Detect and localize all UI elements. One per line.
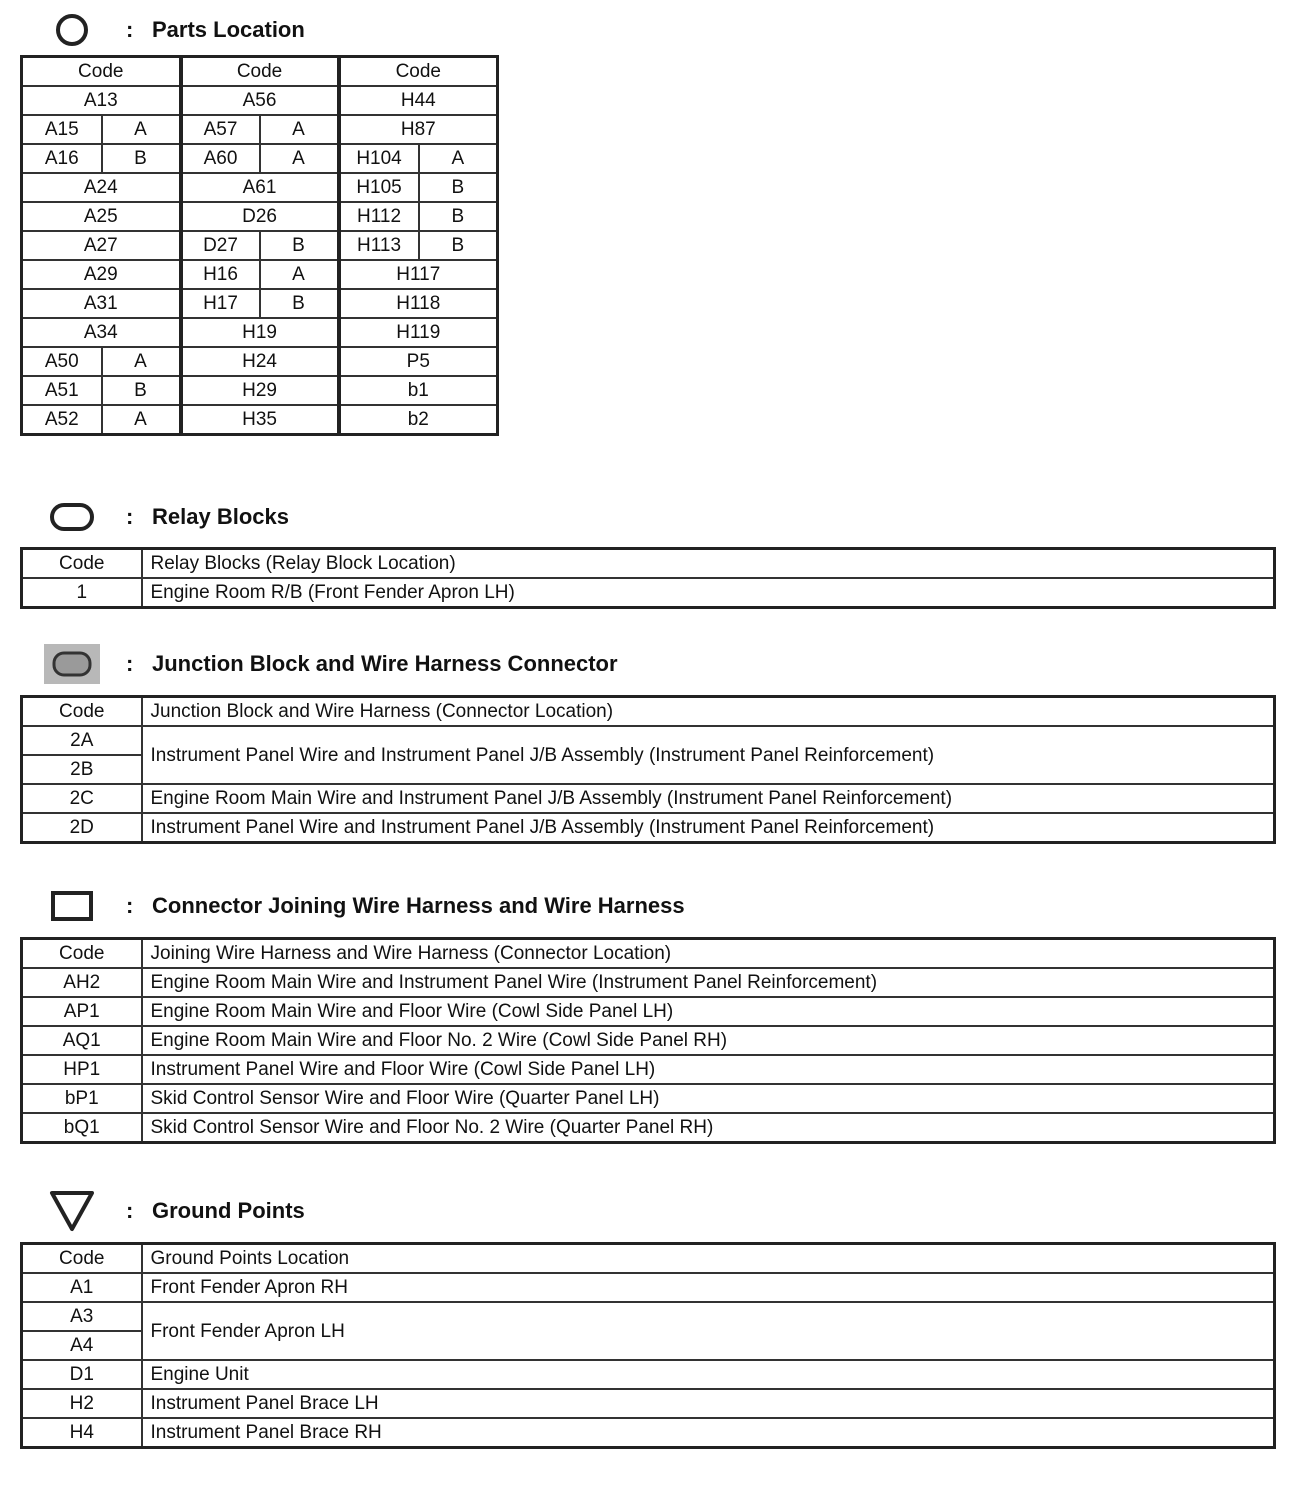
code-cell: A29 (22, 260, 181, 289)
table-row (22, 1273, 1275, 1302)
table-row (22, 376, 498, 405)
location-cell: Engine Unit (142, 1360, 1275, 1389)
code-cell: A4 (22, 1331, 142, 1360)
shaded-rounded-rectangle-icon (44, 644, 100, 684)
position-cell: B (260, 289, 339, 318)
table-row (22, 1026, 1275, 1055)
column-header: Code (22, 57, 181, 87)
table-row (22, 1055, 1275, 1084)
code-cell: A60 (181, 144, 260, 173)
heading-colon: : (126, 1198, 134, 1223)
position-cell: A (260, 260, 339, 289)
table-row (22, 260, 498, 289)
column-header: Joining Wire Harness and Wire Harness (Connector Location) (142, 939, 1275, 969)
position-cell: B (260, 231, 339, 260)
code-cell: H19 (181, 318, 339, 347)
location-cell: Skid Control Sensor Wire and Floor Wire (Quarter Panel LH) (142, 1084, 1275, 1113)
code-cell: H117 (339, 260, 498, 289)
table-row (22, 1113, 1275, 1143)
code-cell: H29 (181, 376, 339, 405)
code-cell: 2D (22, 813, 142, 843)
table-row (22, 997, 1275, 1026)
column-header: Code (22, 939, 142, 969)
table-row (22, 86, 498, 115)
code-cell: H113 (339, 231, 419, 260)
column-header: Code (339, 57, 498, 87)
table-row (22, 726, 1275, 755)
location-cell: Instrument Panel Wire and Instrument Panel J/B Assembly (Instrument Panel Reinforcement) (142, 813, 1275, 843)
code-cell: H104 (339, 144, 419, 173)
junction-block-table (20, 695, 1276, 844)
table-row (22, 173, 498, 202)
table-row (22, 231, 498, 260)
position-cell: B (419, 202, 498, 231)
parts-location-table (20, 55, 499, 436)
table-row (22, 289, 498, 318)
position-cell: A (102, 405, 181, 435)
code-cell: A57 (181, 115, 260, 144)
location-cell: Engine Room R/B (Front Fender Apron LH) (142, 578, 1275, 608)
table-row (22, 405, 498, 435)
position-cell: A (260, 144, 339, 173)
table-header-row (22, 697, 1275, 727)
column-header: Code (181, 57, 339, 87)
code-cell: A34 (22, 318, 181, 347)
location-cell: Instrument Panel Wire and Instrument Panel J/B Assembly (Instrument Panel Reinforcement) (142, 726, 1275, 784)
code-cell: H44 (339, 86, 498, 115)
column-header: Code (22, 697, 142, 727)
heading-colon: : (126, 504, 134, 529)
code-cell: H112 (339, 202, 419, 231)
location-cell: Engine Room Main Wire and Floor Wire (Cowl Side Panel LH) (142, 997, 1275, 1026)
table-row (22, 578, 1275, 608)
ground-points-heading (44, 1191, 305, 1231)
location-cell: Instrument Panel Wire and Floor Wire (Cowl Side Panel LH) (142, 1055, 1275, 1084)
code-cell: H105 (339, 173, 419, 202)
rounded-rectangle-icon (44, 497, 100, 537)
table-row (22, 318, 498, 347)
table-row (22, 1389, 1275, 1418)
circle-icon (44, 10, 100, 50)
relay-blocks-heading (44, 497, 289, 537)
code-cell: 2C (22, 784, 142, 813)
code-cell: A13 (22, 86, 181, 115)
code-cell: H24 (181, 347, 339, 376)
code-cell: HP1 (22, 1055, 142, 1084)
column-header: Junction Block and Wire Harness (Connector Location) (142, 697, 1275, 727)
heading-colon: : (126, 17, 134, 42)
position-cell: A (102, 347, 181, 376)
table-header-row (22, 939, 1275, 969)
code-cell: D1 (22, 1360, 142, 1389)
position-cell: A (260, 115, 339, 144)
code-cell: H16 (181, 260, 260, 289)
code-cell: H118 (339, 289, 498, 318)
code-cell: A61 (181, 173, 339, 202)
rectangle-icon (44, 886, 100, 926)
code-cell: A31 (22, 289, 181, 318)
table-row (22, 115, 498, 144)
code-cell: AP1 (22, 997, 142, 1026)
code-cell: A24 (22, 173, 181, 202)
code-cell: H4 (22, 1418, 142, 1448)
position-cell: B (102, 376, 181, 405)
location-cell: Front Fender Apron RH (142, 1273, 1275, 1302)
column-header: Relay Blocks (Relay Block Location) (142, 549, 1275, 579)
code-cell: 2B (22, 755, 142, 784)
location-cell: Skid Control Sensor Wire and Floor No. 2 Wire (Quarter Panel RH) (142, 1113, 1275, 1143)
code-cell: H35 (181, 405, 339, 435)
location-cell: Instrument Panel Brace RH (142, 1418, 1275, 1448)
location-cell: Front Fender Apron LH (142, 1302, 1275, 1360)
table-row (22, 347, 498, 376)
code-cell: b2 (339, 405, 498, 435)
table-row (22, 813, 1275, 843)
location-cell: Engine Room Main Wire and Instrument Panel J/B Assembly (Instrument Panel Reinforcement) (142, 784, 1275, 813)
code-cell: A27 (22, 231, 181, 260)
column-header: Ground Points Location (142, 1244, 1275, 1274)
table-header-row (22, 57, 498, 87)
code-cell: D26 (181, 202, 339, 231)
code-cell: bQ1 (22, 1113, 142, 1143)
code-cell: A3 (22, 1302, 142, 1331)
location-cell: Engine Room Main Wire and Instrument Panel Wire (Instrument Panel Reinforcement) (142, 968, 1275, 997)
relay-blocks-table (20, 547, 1276, 609)
code-cell: A56 (181, 86, 339, 115)
code-cell: 1 (22, 578, 142, 608)
heading-colon: : (126, 651, 134, 676)
code-cell: H87 (339, 115, 498, 144)
table-row (22, 1302, 1275, 1331)
table-row (22, 1084, 1275, 1113)
table-header-row (22, 549, 1275, 579)
column-header: Code (22, 1244, 142, 1274)
position-cell: B (419, 173, 498, 202)
section-title: Ground Points (152, 1198, 305, 1223)
column-header: Code (22, 549, 142, 579)
table-row (22, 784, 1275, 813)
code-cell: b1 (339, 376, 498, 405)
position-cell: A (102, 115, 181, 144)
position-cell: B (102, 144, 181, 173)
table-row (22, 202, 498, 231)
table-row (22, 968, 1275, 997)
code-cell: bP1 (22, 1084, 142, 1113)
table-row (22, 1360, 1275, 1389)
code-cell: A51 (22, 376, 102, 405)
code-cell: P5 (339, 347, 498, 376)
ground-points-table (20, 1242, 1276, 1449)
location-cell: Engine Room Main Wire and Floor No. 2 Wire (Cowl Side Panel RH) (142, 1026, 1275, 1055)
code-cell: 2A (22, 726, 142, 755)
code-cell: AH2 (22, 968, 142, 997)
code-cell: H17 (181, 289, 260, 318)
table-row (22, 144, 498, 173)
code-cell: A52 (22, 405, 102, 435)
code-cell: A1 (22, 1273, 142, 1302)
position-cell: B (419, 231, 498, 260)
table-header-row (22, 1244, 1275, 1274)
section-title: Connector Joining Wire Harness and Wire Harness (152, 893, 685, 918)
position-cell: A (419, 144, 498, 173)
section-title: Parts Location (152, 17, 305, 42)
connector-joining-heading (44, 886, 685, 926)
code-cell: AQ1 (22, 1026, 142, 1055)
heading-colon: : (126, 893, 134, 918)
code-cell: H2 (22, 1389, 142, 1418)
table-row (22, 1418, 1275, 1448)
connector-joining-table (20, 937, 1276, 1144)
down-triangle-icon (44, 1191, 100, 1231)
section-title: Junction Block and Wire Harness Connector (152, 651, 618, 676)
code-cell: D27 (181, 231, 260, 260)
junction-block-heading (44, 644, 618, 684)
parts-location-heading (44, 10, 305, 50)
location-cell: Instrument Panel Brace LH (142, 1389, 1275, 1418)
code-cell: A15 (22, 115, 102, 144)
code-cell: A25 (22, 202, 181, 231)
code-cell: H119 (339, 318, 498, 347)
code-cell: A16 (22, 144, 102, 173)
section-title: Relay Blocks (152, 504, 289, 529)
code-cell: A50 (22, 347, 102, 376)
